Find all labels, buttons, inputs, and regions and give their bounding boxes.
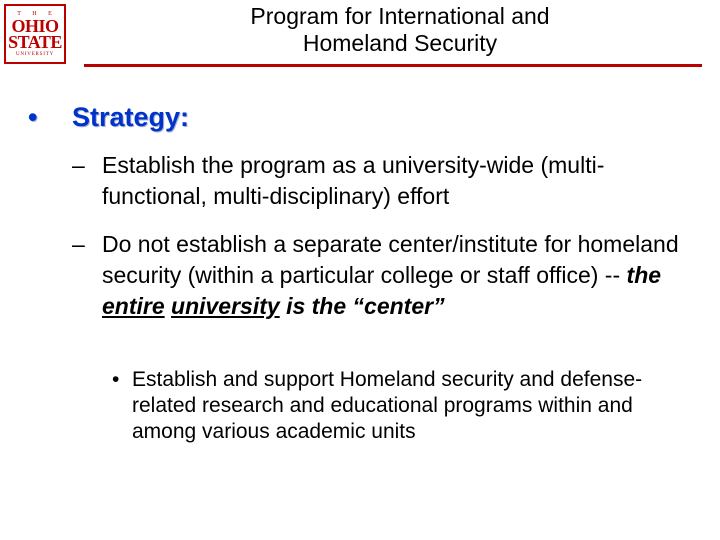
bullet-icon: • xyxy=(112,368,120,391)
point-2-emphasis-center: is the “center” xyxy=(279,293,445,319)
point-2-emphasis-entire: entire xyxy=(102,293,165,319)
dash-icon: – xyxy=(72,231,85,257)
title-line-2: Homeland Security xyxy=(302,30,498,56)
list-item-sub-point xyxy=(112,367,692,445)
point-2-emphasis-university: university xyxy=(171,293,280,319)
logo-university-text: UNIVERSITY xyxy=(16,52,54,57)
list-item-no-separate-center xyxy=(72,229,692,322)
point-2-text xyxy=(102,229,692,322)
dash-icon: – xyxy=(72,152,85,178)
ohio-state-logo xyxy=(4,4,66,64)
logo-ohio-text: OHIO xyxy=(11,16,59,36)
list-item-establish-program xyxy=(72,150,692,212)
logo-state-text: STATE xyxy=(8,32,62,52)
sub-point-text: Establish and support Homeland security and defense-related research and educational programs within and among various academic units xyxy=(132,368,643,443)
page-title xyxy=(150,3,650,57)
point-2-emphasis-the: the xyxy=(626,262,662,288)
bullet-icon: • xyxy=(28,102,38,132)
logo-the-text: T H E xyxy=(17,11,57,17)
point-1-text: Establish the program as a university-wide (multi-functional, multi-disciplinary) effort xyxy=(102,152,605,209)
strategy-label: Strategy: xyxy=(72,102,190,132)
header-divider xyxy=(84,64,702,67)
title-line-1: Program for International and xyxy=(250,3,550,29)
point-2-intro: Do not establish a separate center/institute for homeland security (within a particular college or staff office) -- xyxy=(102,231,679,288)
